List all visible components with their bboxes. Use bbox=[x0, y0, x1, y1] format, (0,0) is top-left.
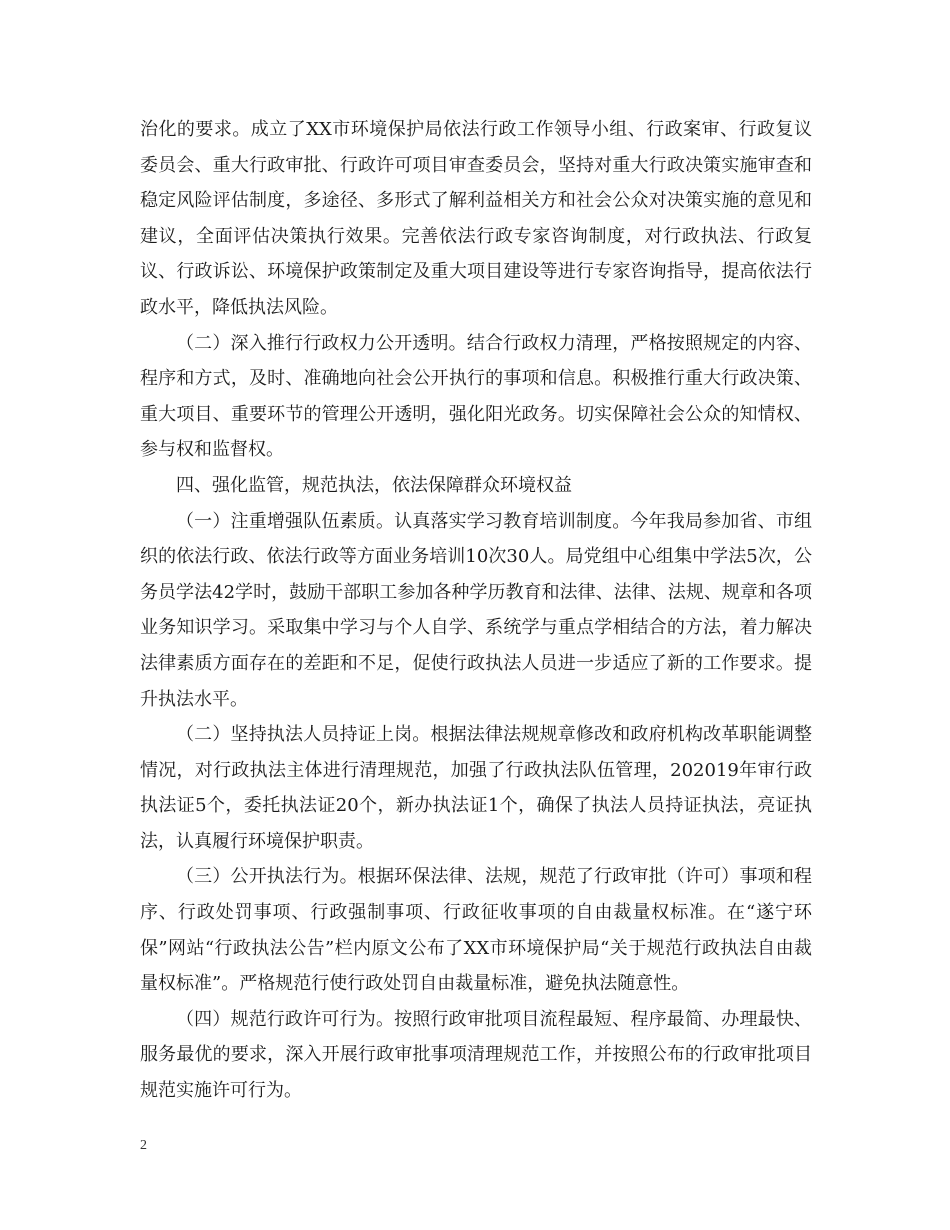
body-paragraph-3: （一）注重增强队伍素质。认真落实学习教育培训制度。今年我局参加省、市组织的依法行政、依法行政等方面业务培训10次30人。局党组中心组集中学法5次，公务员学法42学时，鼓励干部职工参加各种学历教育和法律、法律、法规、规章和各项业务知识学习。采取集中学习与个人自学、系统学与重点学相结合的方法，着力解决法律素质方面存在的差距和不足，促使行政执法人员进一步适应了新的工作要求。提升执法水平。 bbox=[140, 510, 812, 710]
body-paragraph-2: （二）深入推行行政权力公开透明。结合行政权力清理，严格按照规定的内容、程序和方式，及时、准确地向社会公开执行的事项和信息。积极推行重大行政决策、重大项目、重要环节的管理公开透明，强化阳光政务。切实保障社会公众的知情权、参与权和监督权。 bbox=[140, 332, 812, 461]
body-paragraph-1: 治化的要求。成立了XX市环境保护局依法行政工作领导小组、行政案审、行政复议委员会、重大行政审批、行政许可项目审查委员会，坚持对重大行政决策实施审查和稳定风险评估制度，多途径、多形式了解利益相关方和社会公众对决策实施的意见和建议，全面评估决策执行效果。完善依法行政专家咨询制度，对行政执法、行政复议、行政诉讼、环境保护政策制定及重大项目建设等进行专家咨询指导，提高依法行政水平，降低执法风险。 bbox=[140, 119, 812, 318]
body-paragraph-6: （四）规范行政许可行为。按照行政审批项目流程最短、程序最简、办理最快、服务最优的要求，深入开展行政审批事项清理规范工作，并按照公布的行政审批项目规范实施许可行为。 bbox=[140, 1008, 812, 1102]
body-paragraph-4: （二）坚持执法人员持证上岗。根据法律法规规章修改和政府机构改革职能调整情况，对行政执法主体进行清理规范，加强了行政执法队伍管理，202019年审行政执法证5个，委托执法证20个，新办执法证1个，确保了执法人员持证执法，亮证执法，认真履行环境保护职责。 bbox=[140, 724, 812, 852]
page-number: 2 bbox=[140, 1138, 147, 1153]
body-paragraph-5: （三）公开执法行为。根据环保法律、法规，规范了行政审批（许可）事项和程序、行政处罚事项、行政强制事项、行政征收事项的自由裁量权标准。在“遂宁环保”网站“行政执法公告”栏内原文公布了XX市环境保护局“关于规范行政执法自由裁量权标准”。严格规范行使行政处罚自由裁量标准，避免执法随意性。 bbox=[140, 866, 812, 995]
document-body bbox=[140, 112, 812, 1109]
section-heading: 四、强化监管，规范执法，依法保障群众环境权益 bbox=[176, 474, 572, 496]
